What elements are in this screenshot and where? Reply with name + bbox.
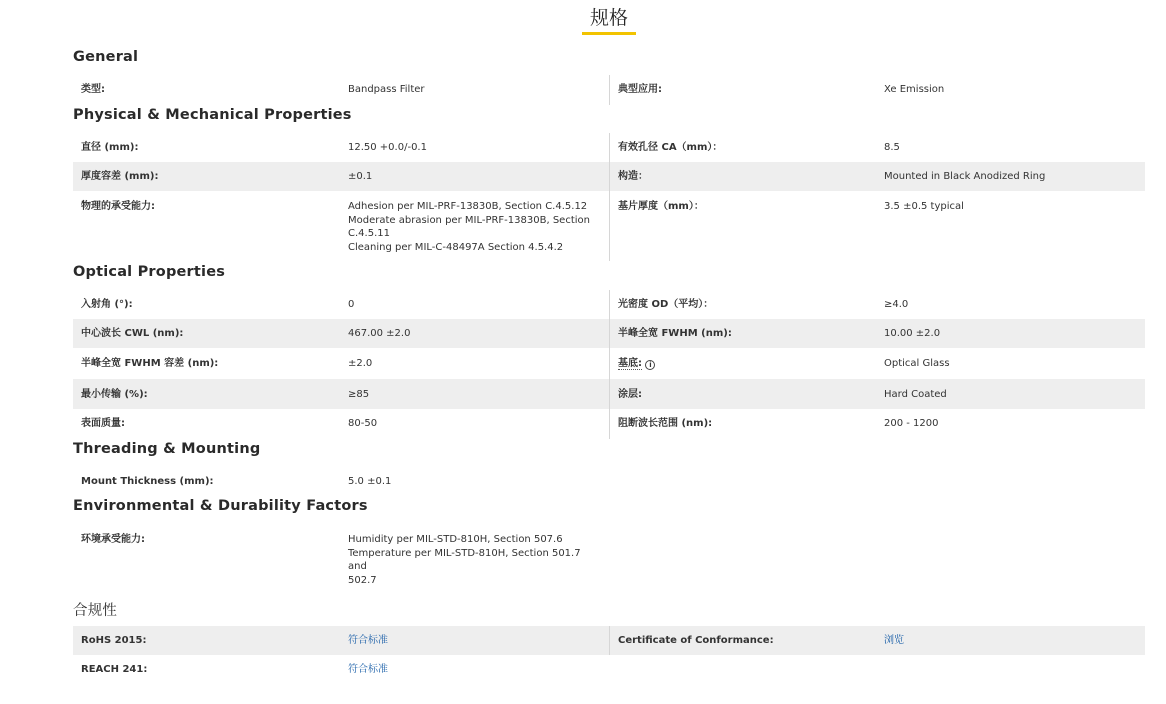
spec-value: 0	[348, 299, 355, 310]
spec-row	[73, 290, 1145, 319]
section-heading-optical: Optical Properties	[73, 264, 226, 280]
spec-value-line: Adhesion per MIL-PRF-13830B, Section C.4.5.12	[348, 201, 588, 212]
spec-label: 中心波长 CWL (nm):	[81, 328, 184, 339]
column-divider	[609, 319, 610, 348]
spec-row	[73, 75, 1145, 105]
spec-row	[73, 626, 1145, 655]
column-divider	[609, 133, 610, 162]
spec-label: 典型应用:	[618, 84, 662, 95]
column-divider	[609, 290, 610, 319]
spec-value: 200 - 1200	[884, 418, 939, 429]
spec-row	[73, 655, 1145, 684]
spec-label: 半峰全宽 FWHM 容差 (nm):	[81, 358, 219, 369]
page-title: 规格	[582, 6, 636, 35]
spec-value: 3.5 ±0.5 typical	[884, 201, 964, 212]
spec-value: ≥85	[348, 389, 370, 400]
spec-label: 光密度 OD（平均）：	[618, 299, 714, 310]
column-divider	[609, 162, 610, 191]
section-heading-compliance: 合规性	[73, 603, 118, 619]
spec-label: 入射角 (°):	[81, 299, 133, 310]
spec-label: Certificate of Conformance:	[618, 635, 774, 646]
spec-label: RoHS 2015:	[81, 635, 147, 646]
column-divider	[609, 409, 610, 439]
page-title-wrap	[0, 6, 1166, 35]
spec-label-text: 基底:	[618, 358, 642, 369]
spec-row	[73, 409, 1145, 439]
section-heading-physical: Physical & Mechanical Properties	[73, 107, 352, 123]
spec-value: ≥4.0	[884, 299, 909, 310]
spec-value: 80-50	[348, 418, 378, 429]
section-heading-general: General	[73, 49, 139, 65]
spec-row	[73, 191, 1145, 261]
spec-label: 物理的承受能力:	[81, 201, 155, 212]
spec-label: 基片厚度（mm）：	[618, 201, 704, 212]
spec-label: 构造：	[618, 171, 648, 182]
section-optical	[73, 261, 1145, 439]
spec-value: Mounted in Black Anodized Ring	[884, 171, 1046, 182]
section-heading-threading: Threading & Mounting	[73, 441, 261, 457]
spec-value-line: 502.7	[348, 574, 377, 586]
rohs-compliance-link[interactable]: 符合标准	[348, 635, 388, 646]
spec-value: Hard Coated	[884, 389, 947, 400]
spec-row	[73, 348, 1145, 379]
spec-row	[73, 133, 1145, 162]
column-divider	[609, 75, 610, 105]
spec-value: Optical Glass	[884, 358, 950, 369]
spec-value-line: C.4.5.11	[348, 228, 390, 239]
column-divider	[609, 191, 610, 261]
spec-row	[73, 319, 1145, 348]
section-general	[73, 46, 1145, 105]
column-divider	[609, 626, 610, 655]
spec-value: Xe Emission	[884, 84, 945, 95]
spec-value-line: Temperature per MIL-STD-810H, Section 501.7 and	[348, 547, 581, 572]
spec-label: 厚度容差 (mm):	[81, 171, 159, 182]
spec-value: 10.00 ±2.0	[884, 328, 941, 339]
section-compliance	[73, 600, 1145, 684]
spec-row	[73, 379, 1145, 409]
spec-row	[73, 467, 1145, 496]
spec-value: ±0.1	[348, 171, 373, 182]
spec-value-multiline	[348, 200, 598, 254]
spec-label: 阻断波长范围 (nm):	[618, 418, 713, 429]
spec-label: 半峰全宽 FWHM (nm):	[618, 328, 732, 339]
spec-label: 类型:	[81, 84, 105, 95]
spec-value-line: Humidity per MIL-STD-810H, Section 507.6	[348, 534, 563, 545]
spec-label: 直径 (mm):	[81, 142, 139, 153]
info-icon[interactable]: i	[645, 360, 655, 370]
spec-value: ±2.0	[348, 358, 373, 369]
column-divider	[609, 379, 610, 409]
spec-label: 表面质量:	[81, 418, 125, 429]
spec-label: Mount Thickness (mm):	[81, 476, 214, 487]
spec-label: REACH 241:	[81, 664, 148, 675]
section-threading	[73, 438, 1145, 496]
spec-label: 环境承受能力:	[81, 534, 145, 545]
spec-label-substrate	[618, 357, 878, 371]
spec-label: 有效孔径 CA（mm）：	[618, 142, 723, 153]
certificate-view-link[interactable]: 浏览	[884, 635, 904, 646]
spec-value: 5.0 ±0.1	[348, 476, 392, 487]
spec-value: 12.50 +0.0/-0.1	[348, 142, 427, 153]
spec-value: Bandpass Filter	[348, 84, 425, 95]
spec-value-line: Cleaning per MIL-C-48497A Section 4.5.4.2	[348, 241, 564, 253]
spec-value: 467.00 ±2.0	[348, 328, 411, 339]
spec-label: 最小传输 (%):	[81, 389, 148, 400]
spec-value-line: Moderate abrasion per MIL-PRF-13830B, Section	[348, 214, 590, 226]
spec-row	[73, 524, 1145, 586]
spec-value-multiline	[348, 533, 598, 587]
column-divider	[609, 348, 610, 379]
section-heading-environmental: Environmental & Durability Factors	[73, 498, 368, 514]
spec-row	[73, 162, 1145, 191]
reach-compliance-link[interactable]: 符合标准	[348, 664, 388, 675]
spec-label: 涂层:	[618, 389, 642, 400]
spec-value: 8.5	[884, 142, 900, 153]
section-physical	[73, 104, 1145, 261]
section-environmental	[73, 495, 1145, 586]
